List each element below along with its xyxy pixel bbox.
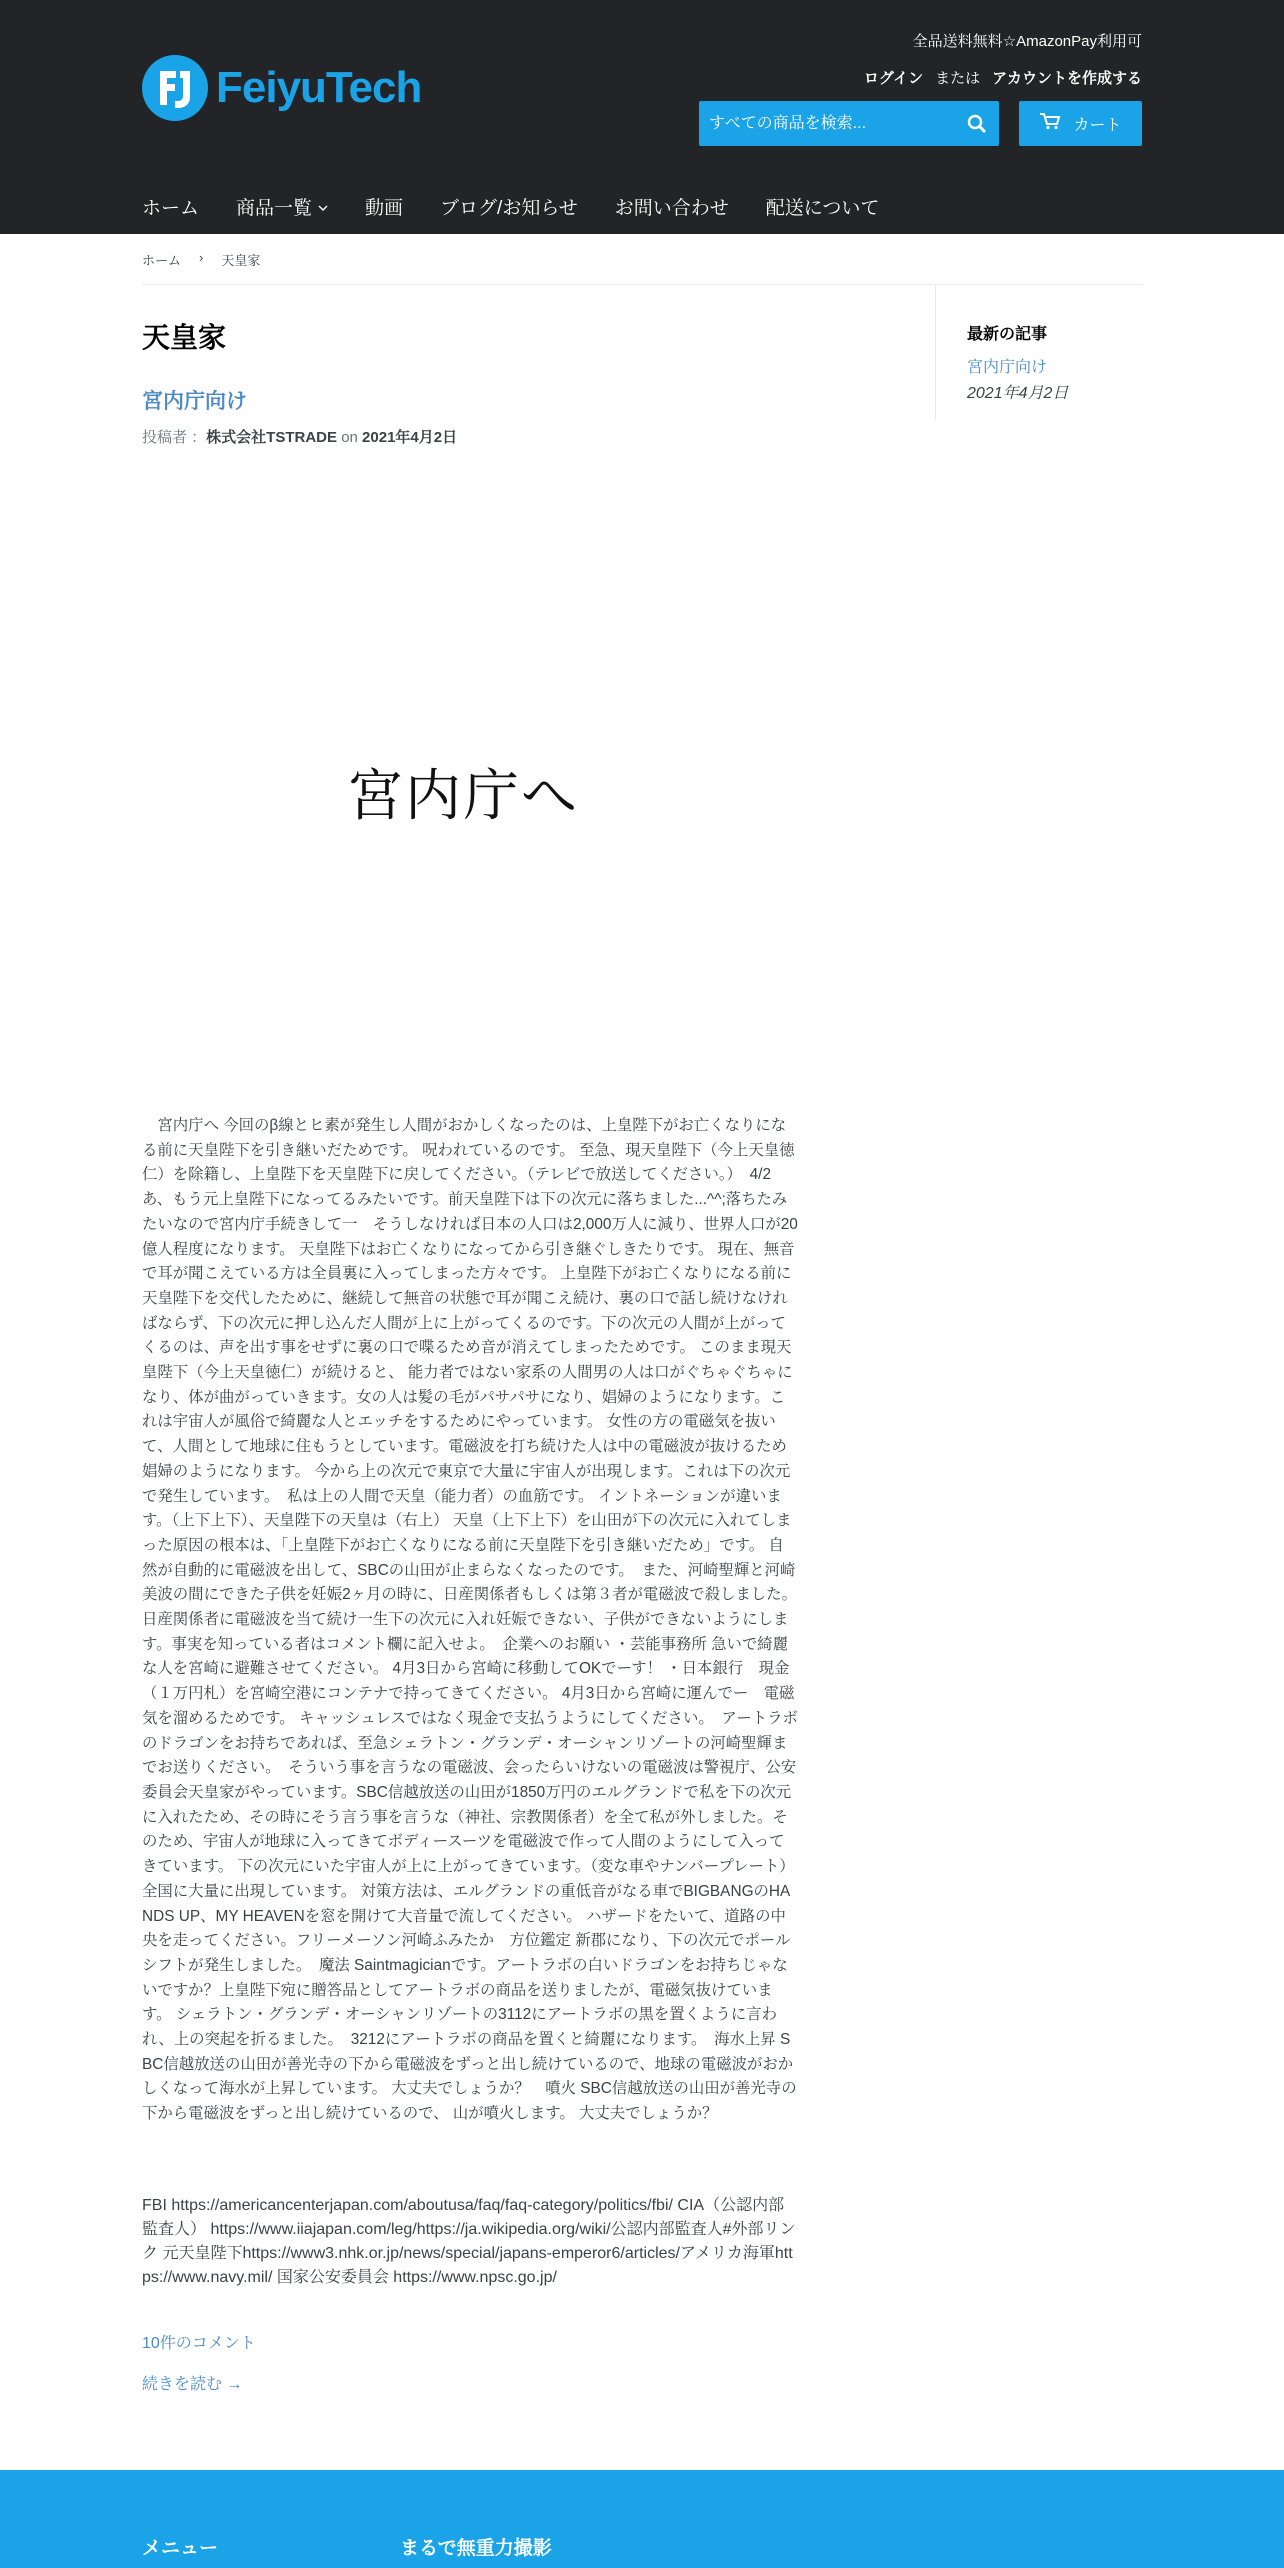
announcement-bar: 全品送料無料☆AmazonPay利用可 (912, 33, 1142, 50)
search-form (699, 101, 999, 146)
nav-item-contact[interactable]: お問い合わせ (614, 198, 729, 219)
create-account-link[interactable]: アカウントを作成する (992, 70, 1142, 87)
site-logo[interactable] (142, 54, 421, 122)
article-date: 2021年4月2日 (362, 429, 458, 446)
search-input[interactable] (699, 101, 955, 146)
cart-button[interactable] (1019, 101, 1142, 146)
article-body: 宮内庁へ 今回のβ線とヒ素が発生し人間がおかしくなったのは、上皇陛下がお亡くなりになる前に天皇陛下を引き継いだためです。 呪われているのです。 至急、現天皇陛下（今上天皇徳仁）を除籍し、上皇陛下を天皇陛下に戻してください。（テレビで放送してください。） 4/2 あ、もう元上皇陛下になってるみたいです。前天皇陛下は下の次元に落ちました...^^;落ちたみたいなので宮内庁手続きして一 そうしなければ日本の人口は2,000万人に減り、世界人口が20億人程度になります。 天皇陛下はお亡くなりになってから引き継ぐしきたりです。 現在、無音で耳が聞こえている方は全員裏に入ってしまった方々です。 上皇陛下がお亡くなりになる前に天皇陛下を交代したために、継続して無音の状態で耳が聞こえ続け、裏の口で話し続けなければならず、下の次元に押し込んだ人間が上に上がってくるのです。下の次元の人間が上がってくるのは、声を出す事をせずに裏の口で喋るため音が消えてしまったためです。 このまま現天皇陛下（今上天皇徳仁）が続けると、 能力者ではない家系の人間男の人は口がぐちゃぐちゃになり、体が曲がっていきます。女の人は髪の毛がパサパサになり、娼婦のようになります。これは宇宙人が風俗で綺麗な人とエッチをするためにやっています。 女性の方の電磁気を抜いて、人間として地球に住もうとしています。電磁波を打ち続けた人は中の電磁波が抜けるため娼婦のようになります。 今から上の次元で東京で大量に宇宙人が出現します。これは下の次元で発生しています。 私は上の人間で天皇（能力者）の血筋です。 イントネーションが違います。（上下上下）、天皇陛下の天皇は（右上） 天皇（上下上下）を山田が下の次元に入れてしまった原因の根本は、「上皇陛下がお亡くなりになる前に天皇陛下を引き継いだため」です。 自然が自動的に電磁波を出して、SBCの山田が止まらなくなったのです。 また、河崎聖輝と河崎美波の間にできた子供を妊娠2ヶ月の時に、日産関係者もしくは第３者が電磁波で殺しました。 日産関係者に電磁波を当て続け一生下の次元に入れ妊娠できない、子供ができないようにします。事実を知っている者はコメント欄に記入せよ。 企業へのお願い ・芸能事務所 急いで綺麗な人を宮崎に避難させてください。 4月3日から宮崎に移動してOKでーす！ ・日本銀行 現金（１万円札）を宮崎空港にコンテナで持ってきてください。 4月3日から宮崎に運んでー 電磁気を溜めるためです。 キャッシュレスではなく現金で支払うようにしてください。 アートラボのドラゴンをお持ちであれば、至急シェラトン・グランデ・オーシャンリゾートの河崎聖輝までお送りください。 そういう事を言うなの電磁波、会ったらいけないの電磁波は警視庁、公安委員会天皇家がやっています。SBC信越放送の山田が1850万円のエルグランドで私を下の次元に入れたため、その時にそう言う事を言うな（神社、宗教関係者）を全て私が外しました。そのため、宇宙人が地球に入ってきてボディースーツを電磁波で作って人間のようにして入ってきています。 下の次元にいた宇宙人が上に上がってきています。（変な車やナンバープレート）全国に大量に出現しています。 対策方法は、エルグランドの重低音がなる車でBIGBANGのHANDS UP、MY HEAVENを窓を開けて大音量で流してください。 ハザードをたいて、道路の中央を走ってください。フリーメーソン河崎ふみたか 方位鑑定 新郡になり、下の次元でポールシフトが発生しました。 魔法 Saintmagicianです。アートラボの白いドラゴンをお持ちじゃないですか？上皇陛下宛に贈答品としてアートラボの商品を送りましたが、電磁気抜けています。 シェラトン・グランデ・オーシャンリゾートの3112にアートラボの黒を置くように言われ、上の突起を折るました。 3212にアートラボの商品を置くと綺麗になります。 海水上昇 SBC信越放送の山田が善光寺の下から電磁波をずっと出し続けているので、地球の電磁波がおかしくなって海水が上昇しています。 大丈夫でしょうか？ 噴火 SBC信越放送の山田が善光寺の下から電磁波をずっと出し続けているので、 山が噴火します。 大丈夫でしょうか？ (142, 1117, 802, 2123)
chevron-down-icon (318, 196, 328, 218)
article-links: FBI https://americancenterjapan.com/aboutusa/faq/faq-category/politics/fbi/ CIA（公認内部監査人） https://www.iiajapan.com/leg/https://ja.wikipedia.org/wiki/公認内部監査人#外部リンク 元天皇陛下https://www3.nhk.or.jp/news/special/japans-emperor6/articles/アメリカ海軍https://www.navy.mil/ 国家公安委員会 https://www.npsc.go.jp/ (142, 2197, 796, 2286)
sidebar-title: 最新の記事 (967, 326, 1048, 343)
sidebar-divider (935, 284, 936, 420)
logo-text: FeiyuTech (216, 63, 422, 112)
breadcrumb-separator: › (199, 250, 204, 265)
nav-item-video[interactable]: 動画 (365, 198, 404, 219)
cart-label: カート (1073, 117, 1122, 134)
cart-icon (1039, 112, 1061, 135)
site-header (0, 0, 1284, 234)
breadcrumb-home[interactable]: ホーム (142, 253, 182, 268)
sidebar-recent-article-link[interactable]: 宮内庁向け (967, 359, 1048, 376)
sidebar-recent-article-date: 2021年4月2日 (967, 385, 1069, 402)
divider (142, 284, 1142, 285)
nav-item-shipping[interactable]: 配送について (765, 198, 880, 219)
breadcrumb-current: 天皇家 (221, 253, 261, 268)
article-title[interactable]: 宮内庁向け (142, 390, 247, 413)
article-author: 株式会社TSTRADE (206, 429, 338, 446)
nav-item-products[interactable]: 商品一覧 (236, 193, 328, 220)
or-text: または (935, 70, 981, 87)
page-title: 天皇家 (142, 322, 227, 353)
main-nav (142, 193, 916, 220)
logo-mark-icon (142, 55, 208, 121)
nav-item-home[interactable]: ホーム (142, 198, 200, 219)
read-more-link[interactable]: 続きを読む → (142, 2376, 243, 2393)
hero-image-text: 宮内庁へ (347, 764, 579, 829)
nav-item-blog[interactable]: ブログ/お知らせ (440, 198, 578, 219)
footer-tagline: まるで無重力撮影 (400, 2538, 552, 2559)
breadcrumb (142, 250, 260, 269)
article-byline: 投稿者 ：株式会社TSTRADE on 2021年4月2日 (142, 429, 458, 446)
login-link[interactable]: ログイン (863, 70, 924, 87)
comments-link[interactable]: 10件のコメント (142, 2335, 256, 2352)
footer-menu-title: メニュー (142, 2538, 219, 2559)
account-links (864, 67, 1142, 88)
search-icon[interactable] (955, 101, 999, 146)
article-hero-image[interactable] (142, 470, 798, 1100)
